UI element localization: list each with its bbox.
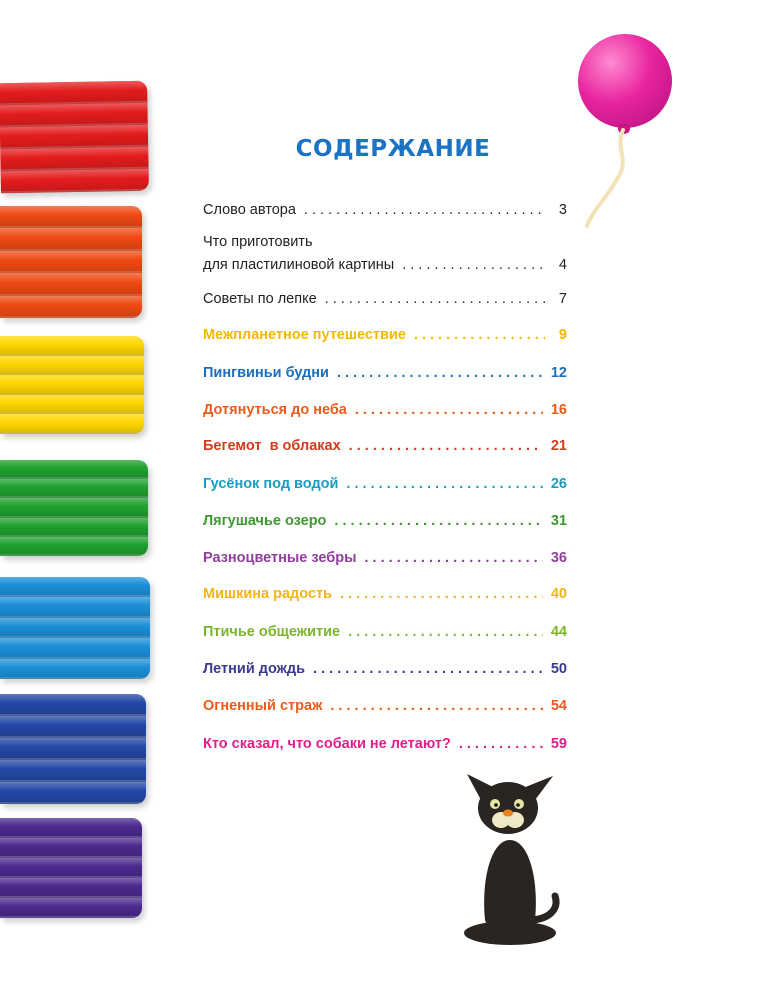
toc-item-label: Мишкина радость (203, 586, 332, 602)
toc-item-page: 21 (550, 438, 567, 454)
purple-plasticine-bar (0, 818, 142, 918)
dot-leader (364, 549, 542, 567)
toc-item-label: Птичье общежитие (203, 624, 341, 640)
toc-item-bear-joy[interactable] (203, 585, 567, 603)
toc-item-label: Межпланетное путешествие (203, 327, 406, 343)
toc-item-label: Лягушачье озеро (203, 513, 327, 529)
toc-item-page: 26 (550, 476, 567, 492)
toc-item-label: Советы по лепке (203, 291, 317, 307)
toc-item-page: 54 (550, 698, 567, 714)
blue-plasticine-bar (0, 577, 150, 679)
toc-item-page: 4 (558, 257, 567, 273)
toc-item-label: Дотянуться до неба (203, 402, 347, 418)
toc-item-penguins[interactable] (203, 364, 567, 382)
dot-leader (402, 256, 545, 274)
toc-item-page: 44 (550, 624, 567, 640)
toc-item-page: 50 (550, 661, 567, 677)
toc-item-label: Кто сказал, что собаки не летают? (203, 736, 451, 752)
toc-item-zebras[interactable] (203, 549, 567, 567)
balloon-icon (578, 34, 672, 128)
dot-leader (348, 623, 543, 641)
page-title: СОДЕРЖАНИЕ (295, 136, 491, 162)
toc-item-label: для пластилиновой картины (203, 257, 395, 273)
toc-item-label: Бегемот в облаках (203, 438, 341, 454)
yellow-plasticine-bar (0, 336, 144, 434)
toc-item-label: Пингвиньи будни (203, 365, 329, 381)
toc-item-page: 31 (550, 513, 567, 529)
dot-leader (414, 326, 545, 344)
toc-item-page: 12 (550, 365, 567, 381)
dot-leader (325, 290, 545, 308)
dot-leader (337, 364, 543, 382)
toc-item-flying-dogs[interactable] (203, 735, 567, 753)
toc-item-author-word[interactable] (203, 201, 567, 219)
toc-item-hippo[interactable] (203, 437, 567, 455)
toc-item-tips[interactable] (203, 290, 567, 308)
toc-item-reach-sky[interactable] (203, 401, 567, 419)
toc-item-materials[interactable] (203, 256, 567, 274)
toc-item-fire-guard[interactable] (203, 697, 567, 715)
toc-item-page: 3 (558, 202, 567, 218)
toc-item-page: 9 (558, 327, 567, 343)
toc-item-label: Летний дождь (203, 661, 306, 677)
toc-item-page: 36 (550, 550, 567, 566)
dot-leader (349, 437, 543, 455)
dot-leader (304, 201, 545, 219)
toc-item-page: 7 (558, 291, 567, 307)
dot-leader (355, 401, 543, 419)
toc-item-label: Огненный страж (203, 698, 323, 714)
green-plasticine-bar (0, 460, 148, 556)
dot-leader (334, 512, 542, 530)
toc-item-page: 59 (550, 736, 567, 752)
toc-item-space-journey[interactable] (203, 326, 567, 344)
dot-leader (330, 697, 543, 715)
orange-plasticine-bar (0, 206, 142, 318)
toc-item-page: 40 (550, 586, 567, 602)
toc-item-label: Гусёнок под водой (203, 476, 339, 492)
toc-item-page: 16 (550, 402, 567, 418)
dot-leader (313, 660, 543, 678)
toc-item-label: Слово автора (203, 202, 296, 218)
toc-item-bird-dorm[interactable] (203, 623, 567, 641)
toc-item-gosling[interactable] (203, 475, 567, 493)
toc-item-label-line1: Что приготовить (203, 234, 313, 250)
dot-leader (459, 735, 543, 753)
toc-item-label: Разноцветные зебры (203, 550, 357, 566)
dot-leader (340, 585, 543, 603)
navy-plasticine-bar (0, 694, 146, 804)
cat-figure (455, 770, 565, 950)
toc-item-frog-lake[interactable] (203, 512, 567, 530)
toc-item-summer-rain[interactable] (203, 660, 567, 678)
dot-leader (346, 475, 542, 493)
